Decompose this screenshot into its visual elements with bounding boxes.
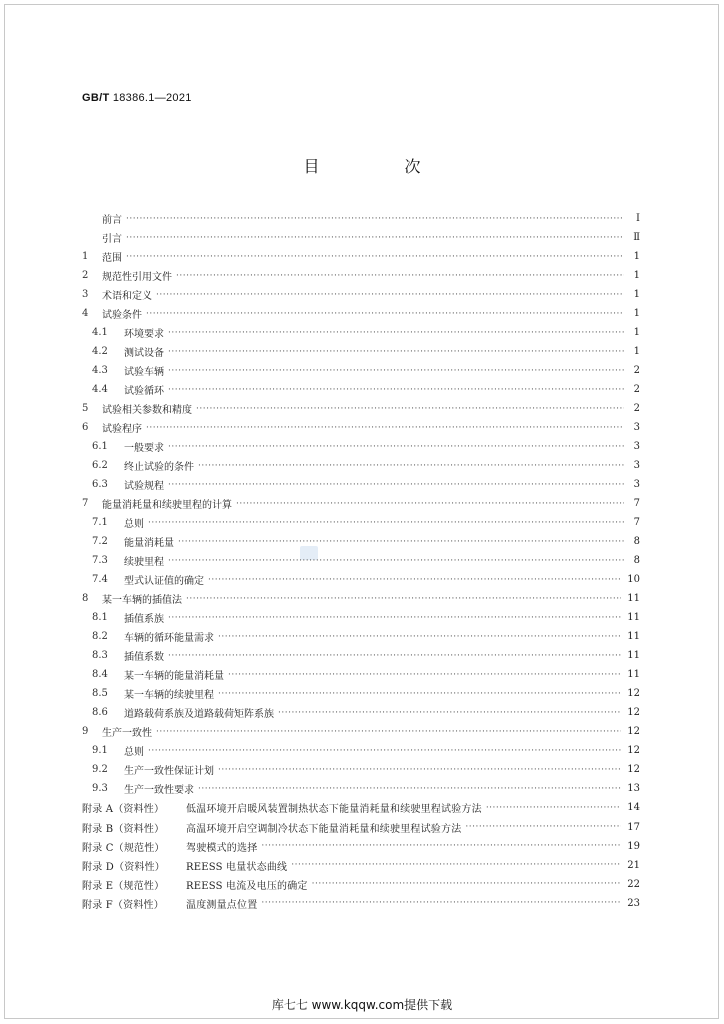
toc-entry-label: 某一车辆的续驶里程 xyxy=(124,690,214,702)
toc-title: 目 次 xyxy=(303,157,461,176)
toc-entry-page: 14 xyxy=(627,802,640,814)
toc-entry[interactable] xyxy=(82,323,640,342)
toc-entry[interactable] xyxy=(82,285,640,304)
toc-entry[interactable] xyxy=(82,627,640,646)
toc-leader-dots xyxy=(168,480,624,490)
toc-leader-dots xyxy=(168,366,624,376)
toc-entry-label: 引言 xyxy=(102,234,122,246)
toc-entry-page: 1 xyxy=(633,289,640,301)
toc-leader-dots xyxy=(218,689,621,699)
toc-leader-dots xyxy=(168,347,624,357)
toc-entry-number: 7.2 xyxy=(92,536,108,548)
toc-entry[interactable] xyxy=(82,456,640,475)
toc-leader-dots xyxy=(168,556,624,566)
toc-entry-number: 6.3 xyxy=(92,479,108,491)
toc-entry[interactable] xyxy=(82,684,640,703)
toc-entry-page: 11 xyxy=(627,650,640,662)
toc-entry-page: 13 xyxy=(627,783,640,795)
toc-entry-number: 5 xyxy=(82,403,89,415)
toc-entry-number: 8 xyxy=(82,593,89,605)
toc-entry-page: 2 xyxy=(633,384,640,396)
table-of-contents xyxy=(82,209,640,913)
toc-entry-label: 试验条件 xyxy=(102,310,142,322)
toc-entry-label: 续驶里程 xyxy=(124,557,164,569)
toc-entry[interactable] xyxy=(82,494,640,513)
toc-leader-dots xyxy=(228,670,621,680)
toc-entry-page: 1 xyxy=(633,270,640,282)
toc-leader-dots xyxy=(168,651,621,661)
toc-annex-id: 附录 A（资料性） xyxy=(82,804,165,816)
toc-entry-label: 生产一致性 xyxy=(102,728,152,740)
toc-entry-number: 7.3 xyxy=(92,555,108,567)
toc-entry-page: 1 xyxy=(633,346,640,358)
toc-leader-dots xyxy=(126,233,624,243)
toc-entry-number: 4.1 xyxy=(92,327,108,339)
toc-leader-dots xyxy=(178,537,624,547)
toc-entry[interactable] xyxy=(82,247,640,266)
standard-prefix: GB/T xyxy=(82,92,110,104)
toc-entry-page: Ⅰ xyxy=(636,213,640,224)
toc-entry[interactable] xyxy=(82,589,640,608)
toc-annex-label xyxy=(82,800,482,815)
toc-entry-number: 6.1 xyxy=(92,441,108,453)
toc-annex-entry[interactable] xyxy=(82,837,640,856)
toc-entry-page: 8 xyxy=(633,555,640,567)
toc-entry-number: 9.2 xyxy=(92,764,108,776)
toc-entry-label: 试验规程 xyxy=(124,481,164,493)
toc-entry[interactable] xyxy=(82,399,640,418)
toc-entry[interactable] xyxy=(82,646,640,665)
toc-annex-entry[interactable] xyxy=(82,818,640,837)
toc-entry-number: 4.4 xyxy=(92,384,108,396)
toc-entry-number: 4.3 xyxy=(92,365,108,377)
toc-entry-page: 21 xyxy=(627,859,640,871)
toc-leader-dots xyxy=(148,518,624,528)
toc-annex-id: 附录 C（规范性） xyxy=(82,842,165,854)
toc-leader-dots xyxy=(236,499,624,509)
toc-entry-number: 1 xyxy=(82,251,89,263)
toc-leader-dots xyxy=(156,290,624,300)
toc-leader-dots xyxy=(126,214,624,224)
toc-annex-title: 温度测量点位置 xyxy=(186,899,258,911)
toc-entry-page: 2 xyxy=(633,403,640,415)
toc-leader-dots xyxy=(156,727,621,737)
toc-entry-page: 12 xyxy=(627,745,640,757)
toc-entry-number: 9.1 xyxy=(92,745,108,757)
toc-entry[interactable] xyxy=(82,760,640,779)
toc-entry-page: 19 xyxy=(627,840,640,852)
toc-entry[interactable] xyxy=(82,665,640,684)
toc-entry-number: 8.4 xyxy=(92,669,108,681)
toc-annex-entry[interactable] xyxy=(82,856,640,875)
toc-leader-dots xyxy=(486,803,621,813)
toc-entry-number: 2 xyxy=(82,270,89,282)
toc-annex-id: 附录 D（资料性） xyxy=(82,861,165,873)
toc-annex-label xyxy=(82,820,461,835)
toc-entry-number: 8.5 xyxy=(92,688,108,700)
toc-entry-label: 生产一致性保证计划 xyxy=(124,766,214,778)
toc-entry-label: 总则 xyxy=(124,519,144,531)
toc-entry-page: 12 xyxy=(627,707,640,719)
toc-entry-label: 规范性引用文件 xyxy=(102,272,172,284)
toc-leader-dots xyxy=(168,442,624,452)
toc-entry-label: 道路载荷系族及道路载荷矩阵系族 xyxy=(124,709,274,721)
toc-entry-page: 3 xyxy=(633,422,640,434)
toc-annex-title: 低温环境开启暖风装置制热状态下能量消耗量和续驶里程试验方法 xyxy=(186,804,482,816)
toc-annex-id: 附录 B（资料性） xyxy=(82,823,165,835)
toc-entry-number: 9 xyxy=(82,726,89,738)
toc-entry-number: 3 xyxy=(82,289,89,301)
toc-annex-label xyxy=(82,877,308,892)
toc-entry[interactable] xyxy=(82,703,640,722)
toc-entry-number: 4.2 xyxy=(92,346,108,358)
toc-annex-entry[interactable] xyxy=(82,894,640,913)
toc-leader-dots xyxy=(218,632,621,642)
toc-entry-page: 11 xyxy=(627,593,640,605)
toc-entry-page: 3 xyxy=(633,441,640,453)
toc-annex-entry[interactable] xyxy=(82,875,640,894)
toc-entry-number: 8.1 xyxy=(92,612,108,624)
toc-entry[interactable] xyxy=(82,342,640,361)
toc-entry-label: 型式认证值的确定 xyxy=(124,576,204,588)
toc-entry[interactable] xyxy=(82,266,640,285)
toc-entry[interactable] xyxy=(82,741,640,760)
toc-entry-page: 7 xyxy=(633,498,640,510)
toc-entry-label: 生产一致性要求 xyxy=(124,785,194,797)
toc-leader-dots xyxy=(261,898,621,908)
toc-entry-number: 4 xyxy=(82,308,89,320)
toc-entry-page: 1 xyxy=(633,327,640,339)
toc-entry-page: 12 xyxy=(627,688,640,700)
toc-entry-label: 插值系族 xyxy=(124,614,164,626)
toc-annex-label xyxy=(82,896,257,911)
toc-entry-number: 8.3 xyxy=(92,650,108,662)
toc-entry[interactable] xyxy=(82,779,640,798)
toc-entry-label: 试验车辆 xyxy=(124,367,164,379)
toc-entry[interactable] xyxy=(82,228,640,247)
toc-entry-number: 6 xyxy=(82,422,89,434)
toc-leader-dots xyxy=(146,309,624,319)
standard-number: 18386.1—2021 xyxy=(112,92,192,104)
toc-entry-label: 环境要求 xyxy=(124,329,164,341)
toc-entry-page: 2 xyxy=(633,365,640,377)
toc-entry-label: 术语和定义 xyxy=(102,291,152,303)
toc-entry[interactable] xyxy=(82,361,640,380)
toc-entry[interactable] xyxy=(82,437,640,456)
toc-entry-label: 测试设备 xyxy=(124,348,164,360)
toc-entry[interactable] xyxy=(82,418,640,437)
toc-entry-page: 1 xyxy=(633,308,640,320)
toc-entry-label: 某一车辆的插值法 xyxy=(102,595,182,607)
toc-entry-label: 某一车辆的能量消耗量 xyxy=(124,671,224,683)
toc-annex-label xyxy=(82,839,257,854)
toc-entry-page: 3 xyxy=(633,460,640,472)
toc-entry-label: 试验程序 xyxy=(102,424,142,436)
toc-entry-number: 7.4 xyxy=(92,574,108,586)
toc-entry-page: 8 xyxy=(633,536,640,548)
toc-entry-label: 前言 xyxy=(102,215,122,226)
toc-entry-label: 能量消耗量和续驶里程的计算 xyxy=(102,500,232,512)
toc-entry-label: 插值系数 xyxy=(124,652,164,664)
toc-leader-dots xyxy=(176,271,624,281)
toc-entry-number: 9.3 xyxy=(92,783,108,795)
toc-leader-dots xyxy=(218,765,621,775)
toc-leader-dots xyxy=(261,841,621,851)
toc-entry[interactable] xyxy=(82,608,640,627)
toc-leader-dots xyxy=(168,613,621,623)
toc-leader-dots xyxy=(278,708,621,718)
toc-annex-title: 驾驶模式的选择 xyxy=(186,842,258,854)
toc-entry-number: 8.6 xyxy=(92,707,108,719)
toc-entry-label: 车辆的循环能量需求 xyxy=(124,633,214,645)
toc-entry-label: 试验相关参数和精度 xyxy=(102,405,192,417)
toc-entry-number: 7 xyxy=(82,498,89,510)
toc-entry-number: 8.2 xyxy=(92,631,108,643)
toc-entry-page: 11 xyxy=(627,631,640,643)
toc-entry-page: 22 xyxy=(627,878,640,890)
toc-entry-page: 12 xyxy=(627,726,640,738)
toc-entry-label: 能量消耗量 xyxy=(124,538,174,550)
toc-entry[interactable] xyxy=(82,570,640,589)
toc-leader-dots xyxy=(465,822,621,832)
footer-download-note: 库七七 www.kqqw.com提供下载 xyxy=(271,998,453,1012)
toc-annex-entry[interactable] xyxy=(82,798,640,817)
toc-leader-dots xyxy=(126,252,624,262)
toc-annex-label xyxy=(82,858,287,873)
toc-entry-page: 10 xyxy=(627,574,640,586)
toc-leader-dots xyxy=(312,879,622,889)
toc-entry[interactable] xyxy=(82,513,640,532)
toc-entry[interactable] xyxy=(82,722,640,741)
toc-leader-dots xyxy=(148,746,621,756)
toc-leader-dots xyxy=(291,860,621,870)
toc-entry[interactable] xyxy=(82,551,640,570)
toc-entry[interactable] xyxy=(82,532,640,551)
toc-entry-page: 7 xyxy=(633,517,640,529)
toc-leader-dots xyxy=(168,385,624,395)
toc-entry-page: 1 xyxy=(633,251,640,263)
toc-entry[interactable] xyxy=(82,475,640,494)
toc-leader-dots xyxy=(198,784,621,794)
toc-entry-page: 17 xyxy=(627,821,640,833)
toc-leader-dots xyxy=(168,328,624,338)
toc-leader-dots xyxy=(146,423,624,433)
toc-annex-title: REESS 电量状态曲线 xyxy=(186,861,288,873)
toc-leader-dots xyxy=(196,404,624,414)
toc-entry-page: 3 xyxy=(633,479,640,491)
toc-entry-label: 一般要求 xyxy=(124,443,164,455)
toc-entry[interactable] xyxy=(82,209,640,228)
toc-entry[interactable] xyxy=(82,304,640,323)
standard-code xyxy=(82,92,192,104)
toc-entry-label: 终止试验的条件 xyxy=(124,462,194,474)
toc-entry-label: 试验循环 xyxy=(124,386,164,398)
toc-entry[interactable] xyxy=(82,380,640,399)
toc-entry-page: 12 xyxy=(627,764,640,776)
toc-entry-page: 23 xyxy=(627,897,640,909)
toc-annex-title: 高温环境开启空调制冷状态下能量消耗量和续驶里程试验方法 xyxy=(186,823,462,835)
toc-annex-title: REESS 电流及电压的确定 xyxy=(186,880,308,892)
toc-annex-id: 附录 E（规范性） xyxy=(82,880,165,892)
toc-leader-dots xyxy=(198,461,624,471)
toc-entry-label: 总则 xyxy=(124,747,144,759)
toc-leader-dots xyxy=(186,594,621,604)
toc-entry-page: Ⅱ xyxy=(633,232,640,244)
toc-entry-page: 11 xyxy=(627,612,640,624)
toc-entry-number: 7.1 xyxy=(92,517,108,529)
toc-leader-dots xyxy=(208,575,621,585)
toc-entry-label: 范围 xyxy=(102,253,122,265)
toc-annex-id: 附录 F（资料性） xyxy=(82,899,164,911)
toc-entry-number: 6.2 xyxy=(92,460,108,472)
toc-entry-page: 11 xyxy=(627,669,640,681)
